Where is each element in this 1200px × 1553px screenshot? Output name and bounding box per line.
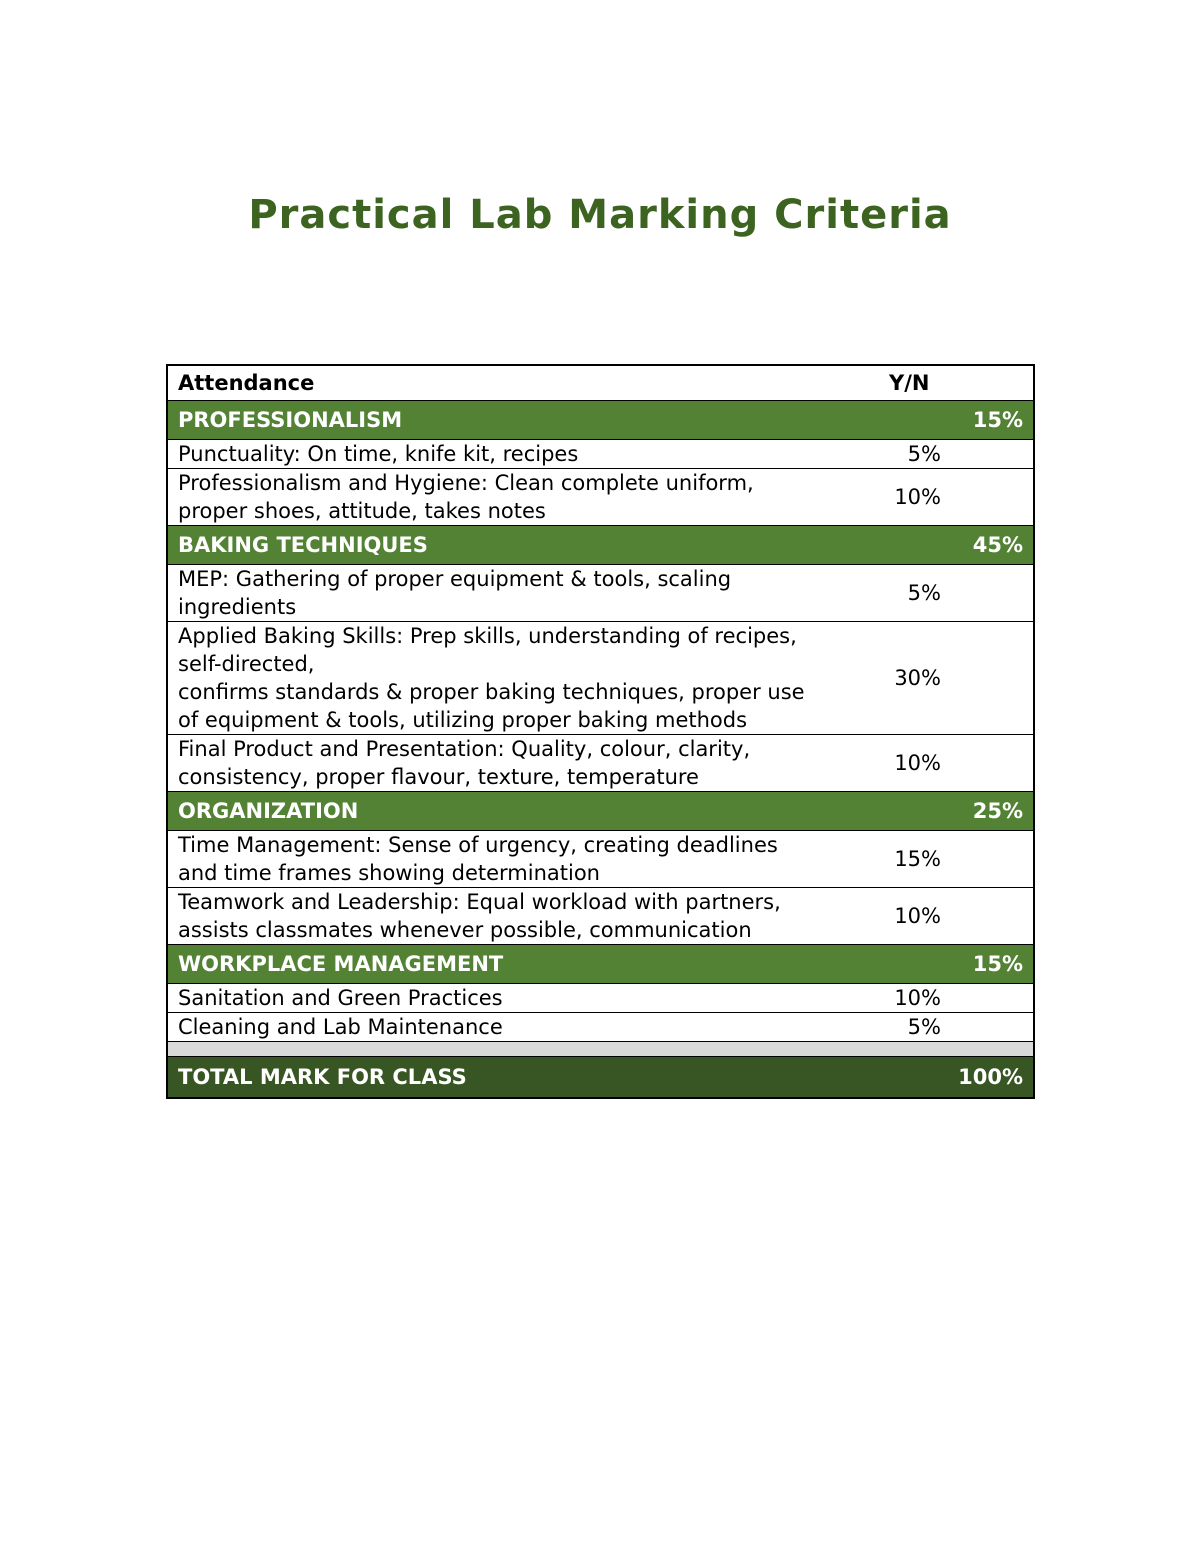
criterion-weight: 10% — [867, 735, 947, 792]
criterion-row — [167, 565, 1034, 622]
criterion-line: self-directed, — [178, 652, 315, 676]
attendance-value: Y/N — [867, 365, 1034, 401]
criterion-line: Punctuality: On time, knife kit, recipes — [178, 442, 579, 466]
page-title: Practical Lab Marking Criteria — [248, 192, 952, 238]
criterion-line: Cleaning and Lab Maintenance — [178, 1015, 503, 1039]
criterion-line: Time Management: Sense of urgency, creating deadlines — [178, 833, 778, 857]
criterion-row — [167, 622, 1034, 735]
criterion-line: confirms standards & proper baking techniques, proper use — [178, 680, 805, 704]
criterion-line: ingredients — [178, 595, 297, 619]
criterion-line: Sanitation and Green Practices — [178, 986, 503, 1010]
criterion-description — [167, 1013, 867, 1042]
criterion-row — [167, 888, 1034, 945]
attendance-label: Attendance — [167, 365, 867, 401]
criterion-weight: 15% — [867, 831, 947, 888]
section-title: BAKING TECHNIQUES — [167, 526, 947, 565]
criterion-description — [167, 984, 867, 1013]
criterion-weight: 5% — [867, 565, 947, 622]
criterion-description — [167, 735, 867, 792]
section-header-row — [167, 401, 1034, 440]
section-title: WORKPLACE MANAGEMENT — [167, 945, 947, 984]
section-title: ORGANIZATION — [167, 792, 947, 831]
criterion-weight: 30% — [867, 622, 947, 735]
criterion-row — [167, 469, 1034, 526]
criterion-description — [167, 440, 867, 469]
criterion-description — [167, 469, 867, 526]
attendance-row — [167, 365, 1034, 401]
criterion-row — [167, 831, 1034, 888]
criterion-empty-cell — [947, 565, 1034, 622]
section-percent: 15% — [947, 945, 1034, 984]
criterion-empty-cell — [947, 469, 1034, 526]
criterion-line: and time frames showing determination — [178, 861, 600, 885]
criterion-empty-cell — [947, 831, 1034, 888]
criterion-description — [167, 622, 867, 735]
criterion-empty-cell — [947, 888, 1034, 945]
criterion-line: Professionalism and Hygiene: Clean complete uniform, — [178, 471, 754, 495]
total-row — [167, 1057, 1034, 1099]
criterion-weight: 10% — [867, 984, 947, 1013]
criterion-weight: 5% — [867, 440, 947, 469]
criterion-weight: 10% — [867, 469, 947, 526]
section-header-row — [167, 792, 1034, 831]
criterion-weight: 5% — [867, 1013, 947, 1042]
criterion-line: assists classmates whenever possible, communication — [178, 918, 752, 942]
section-title: PROFESSIONALISM — [167, 401, 947, 440]
criterion-line: Applied Baking Skills: Prep skills, understanding of recipes, — [178, 624, 797, 648]
criterion-line: MEP: Gathering of proper equipment & tools, scaling — [178, 567, 732, 591]
criterion-line: proper shoes, attitude, takes notes — [178, 499, 546, 523]
criterion-empty-cell — [947, 735, 1034, 792]
criterion-description — [167, 565, 867, 622]
spacer-cell — [167, 1042, 1034, 1057]
criterion-row — [167, 735, 1034, 792]
section-percent: 15% — [947, 401, 1034, 440]
criterion-line: consistency, proper flavour, texture, temperature — [178, 765, 699, 789]
criterion-line: Final Product and Presentation: Quality, colour, clarity, — [178, 737, 751, 761]
spacer-row — [167, 1042, 1034, 1057]
criterion-row — [167, 984, 1034, 1013]
total-label: TOTAL MARK FOR CLASS — [167, 1057, 947, 1099]
criterion-line: of equipment & tools, utilizing proper baking methods — [178, 708, 748, 732]
criterion-empty-cell — [947, 440, 1034, 469]
marking-criteria-table — [166, 364, 1035, 1099]
criterion-weight: 10% — [867, 888, 947, 945]
criterion-row — [167, 1013, 1034, 1042]
section-header-row — [167, 526, 1034, 565]
section-percent: 45% — [947, 526, 1034, 565]
criterion-empty-cell — [947, 984, 1034, 1013]
criterion-empty-cell — [947, 1013, 1034, 1042]
section-percent: 25% — [947, 792, 1034, 831]
section-header-row — [167, 945, 1034, 984]
criteria-table-body — [167, 365, 1034, 1098]
criterion-line: Teamwork and Leadership: Equal workload with partners, — [178, 890, 781, 914]
total-percent: 100% — [947, 1057, 1034, 1099]
criterion-row — [167, 440, 1034, 469]
criterion-description — [167, 831, 867, 888]
criterion-description — [167, 888, 867, 945]
criterion-empty-cell — [947, 622, 1034, 735]
